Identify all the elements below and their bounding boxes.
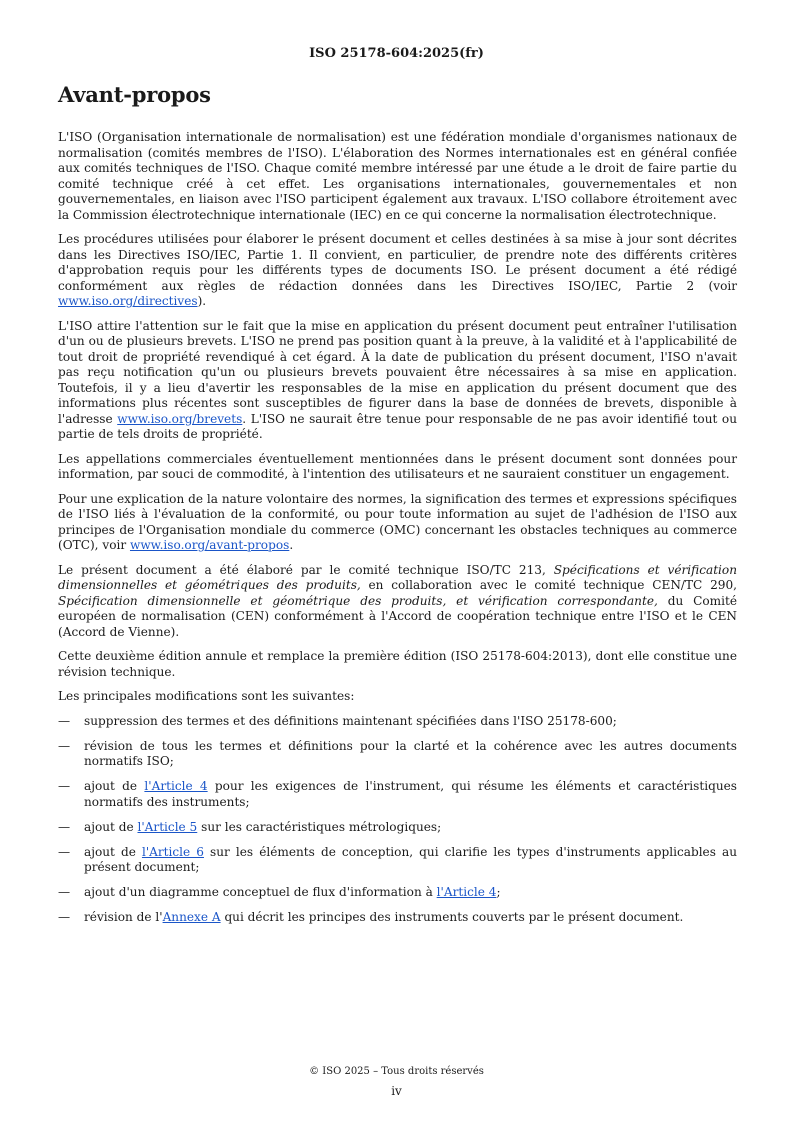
foreword-body: [58, 130, 737, 935]
list-item: [58, 845, 737, 876]
list-item-text: sur les éléments de conception, qui clarifie les types d'instruments applicables au présent document;: [84, 844, 737, 874]
paragraph-trade-names: Les appellations commerciales éventuellement mentionnées dans le présent document sont données pour information, par souci de commodité, à l'intention des utilisateurs et ne sauraient constituer un engagement.: [58, 451, 737, 481]
paragraph-text: ).: [197, 294, 207, 308]
paragraph-text: .: [289, 538, 294, 552]
committee-title-iso: Spécifications et vérification dimensionnelles et géométriques des produits,: [58, 562, 737, 592]
paragraph-text: Le présent document a été élaboré par le comité technique ISO/TC 213,: [58, 562, 554, 577]
list-item-text: pour les exigences de l'instrument, qui résume les éléments et caractéristiques normatifs des instruments;: [84, 779, 737, 809]
paragraph-text: L'ISO attire l'attention sur le fait que la mise en application du présent document peut entraîner l'utilisation d'un ou de plusieurs brevets. L'ISO ne prend pas position quant à la preuve, à la validité et à l'applicabilité de tout droit de propriété revendiqué à cet égard. À la date de publication du présent document, l'ISO n'avait pas reçu notification qu'un ou plusieurs brevets pouvaient être nécessaires à sa mise en application. Toutefois, il y a lieu d'avertir les responsables de la mise en application du présent document que des informations plus récentes sont susceptibles de figurer dans la base de données de brevets, disponible à l'adresse: [58, 318, 737, 426]
link-directives[interactable]: www.iso.org/directives: [58, 294, 198, 308]
page-number: iv: [391, 1084, 402, 1098]
list-item-text: ajout de: [84, 779, 145, 793]
list-item-text: suppression des termes et des définitions maintenant spécifiées dans l'ISO 25178-600;: [84, 713, 617, 728]
list-dash: —: [58, 738, 71, 753]
list-dash: —: [58, 819, 71, 834]
link-article-5[interactable]: l'Article 5: [137, 819, 198, 834]
list-item-text: ajout de: [84, 844, 142, 859]
list-item-text: ajout d'un diagramme conceptuel de flux d'information à: [84, 885, 437, 899]
paragraph-text: Les procédures utilisées pour élaborer le présent document et celles destinées à sa mise à jour sont décrites dans les Directives ISO/IEC, Partie 1. Il convient, en particulier, de prendre note des différents critères d'approbation requis pour les différents types de documents ISO. Le présent document a été rédigé conformément aux règles de rédaction données dans les Directives ISO/IEC, Partie 2 (voir: [58, 232, 737, 293]
committee-title-cen: Spécification dimensionnelle et géométrique des produits, et vérification correspondante,: [58, 593, 658, 608]
list-item: [58, 820, 737, 836]
link-article-4[interactable]: l'Article 4: [144, 779, 208, 793]
link-brevets[interactable]: www.iso.org/brevets: [117, 411, 243, 426]
footer-copyright: © ISO 2025 – Tous droits réservés: [309, 1066, 484, 1077]
paragraph-text: . L'ISO ne saurait être tenue pour responsable de ne pas avoir identifié tout ou partie de tels droits de propriété.: [58, 411, 737, 441]
link-annexe-a[interactable]: Annexe A: [162, 910, 221, 924]
paragraph-committee: [58, 563, 737, 641]
list-item-text: révision de tous les termes et définitions pour la clarté et la cohérence avec les autres documents normatifs ISO;: [84, 738, 737, 768]
list-item: [58, 739, 737, 770]
list-dash: —: [58, 910, 71, 924]
link-avant-propos[interactable]: www.iso.org/avant-propos: [129, 538, 290, 552]
paragraph-voluntary-nature: [58, 492, 737, 554]
list-item: [58, 910, 737, 926]
paragraph-edition: Cette deuxième édition annule et remplace la première édition (ISO 25178-604:2013), dont elle constitue une révision technique.: [58, 649, 737, 679]
link-article-4-diagram[interactable]: l'Article 4: [436, 885, 497, 899]
list-dash: —: [58, 844, 71, 859]
paragraph-patents: [58, 319, 737, 443]
list-dash: —: [58, 779, 71, 793]
document-identifier: ISO 25178-604:2025(fr): [309, 46, 484, 61]
list-item-text: ;: [496, 885, 501, 899]
list-item-text: ajout de: [84, 819, 138, 834]
section-title: Avant-propos: [58, 82, 211, 107]
list-dash: —: [58, 713, 71, 728]
list-item-text: sur les caractéristiques métrologiques;: [197, 819, 442, 834]
paragraph-changes-intro: Les principales modifications sont les suivantes:: [58, 689, 355, 703]
list-item: [58, 779, 737, 810]
list-item-text: qui décrit les principes des instruments couverts par le présent document.: [220, 910, 684, 924]
list-item-text: révision de l': [84, 910, 163, 924]
paragraph-iso-overview: L'ISO (Organisation internationale de normalisation) est une fédération mondiale d'organismes nationaux de normalisation (comités membres de l'ISO). L'élaboration des Normes internationales est en général confiée aux comités techniques de l'ISO. Chaque comité membre intéressé par une étude a le droit de faire partie du comité technique créé à cet effet. Les organisations internationales, gouvernementales et non gouvernementales, en liaison avec l'ISO participent également aux travaux. L'ISO collabore étroitement avec la Commission électrotechnique internationale (IEC) en ce qui concerne la normalisation électrotechnique.: [58, 130, 737, 222]
list-item: [58, 714, 737, 730]
paragraph-text: en collaboration avec le comité technique CEN/TC 290,: [360, 578, 737, 592]
paragraph-text: du Comité européen de normalisation (CEN) conformément à l'Accord de coopération technique entre l'ISO et le CEN (Accord de Vienne).: [58, 593, 737, 639]
paragraph-text: Pour une explication de la nature volontaire des normes, la signification des termes et expressions spécifiques de l'ISO liés à l'évaluation de la conformité, ou pour toute information au sujet de l'adhésion de l'ISO aux principes de l'Organisation mondiale du commerce (OMC) concernant les obstacles techniques au commerce (OTC), voir: [58, 491, 737, 552]
list-dash: —: [58, 885, 71, 899]
changes-list: [58, 714, 737, 926]
paragraph-procedures: [58, 232, 737, 310]
link-article-6[interactable]: l'Article 6: [141, 844, 204, 859]
list-item: [58, 885, 737, 901]
